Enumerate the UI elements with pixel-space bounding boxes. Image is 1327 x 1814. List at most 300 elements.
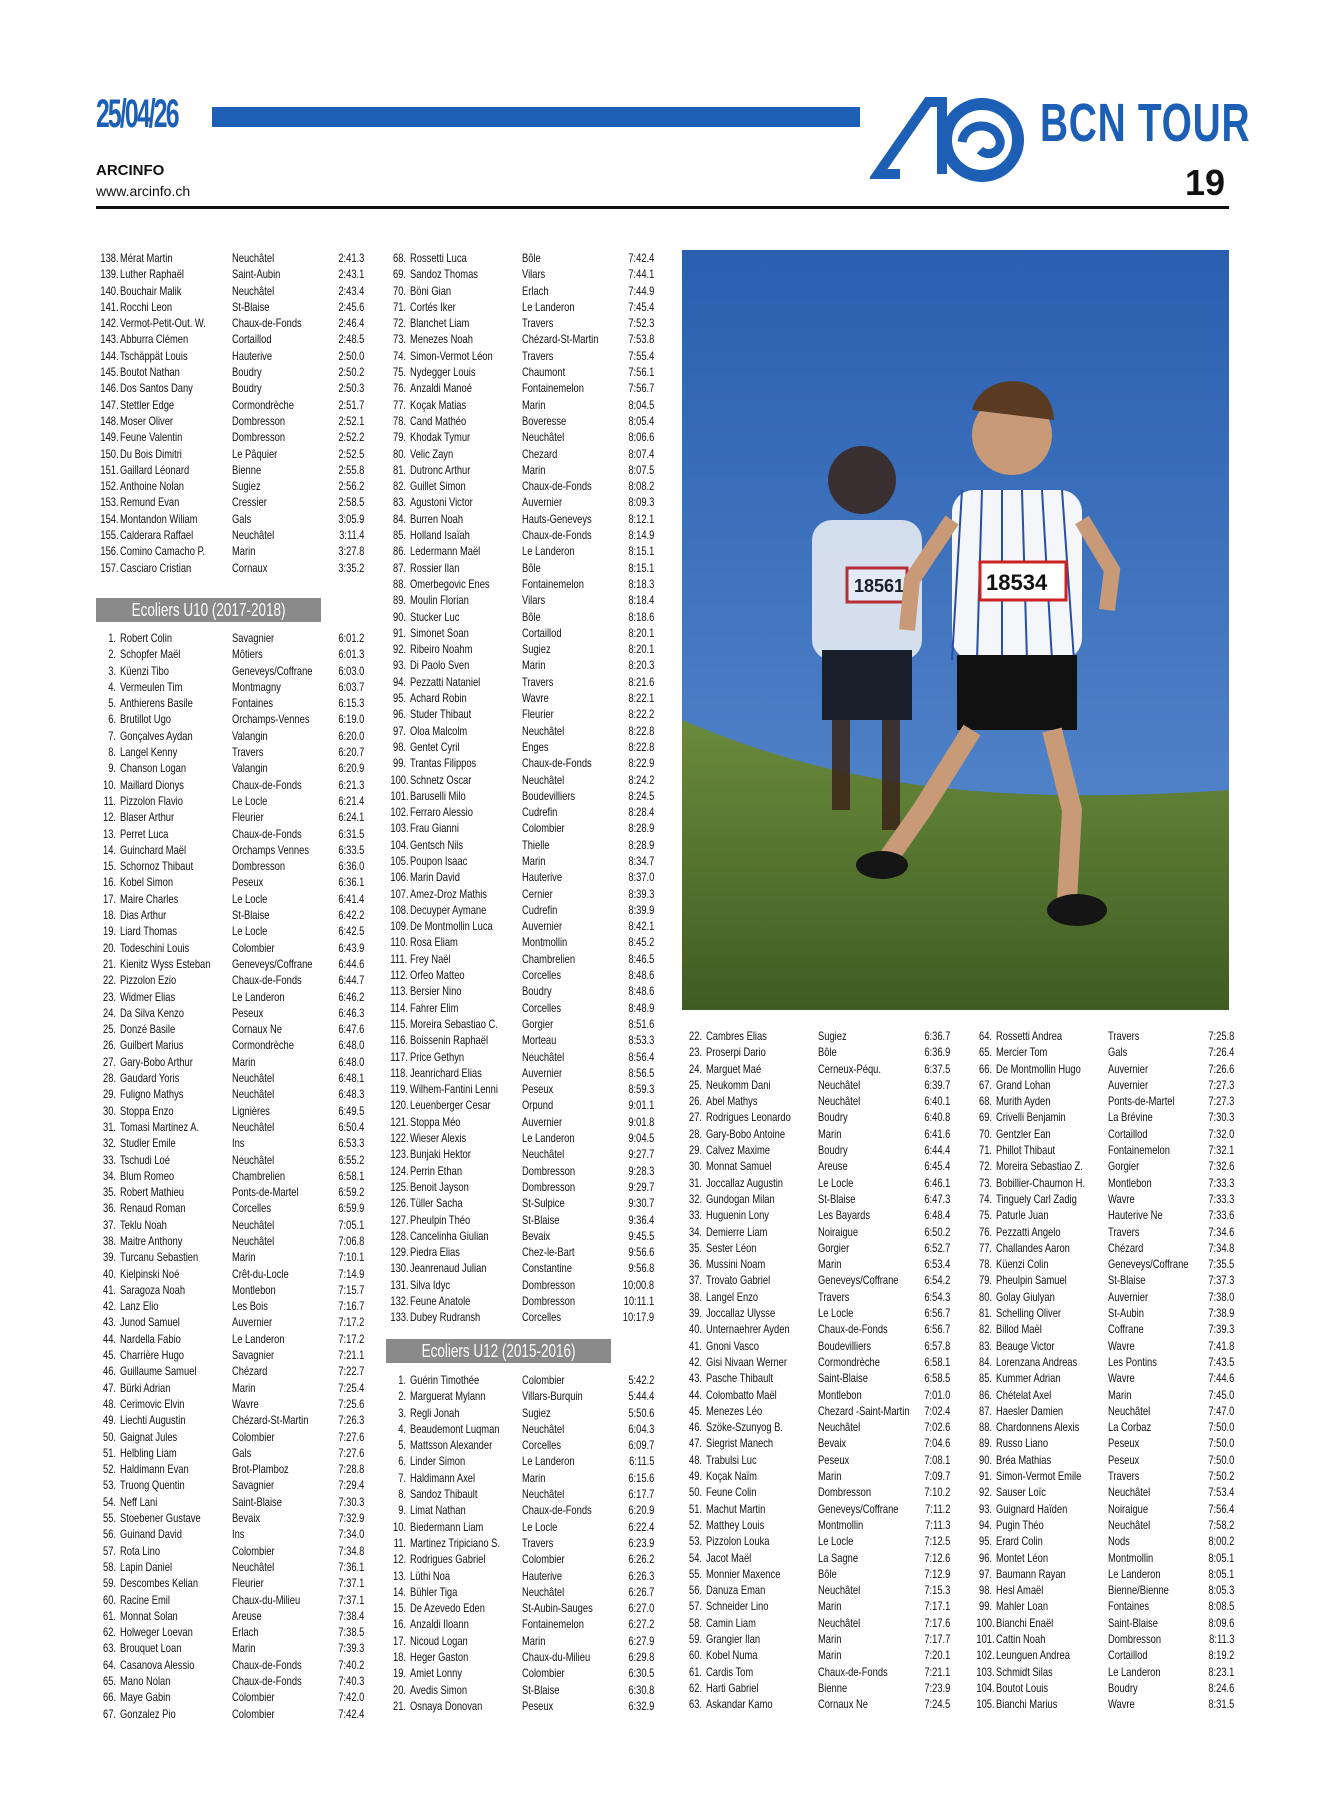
result-club: Travers <box>232 745 264 760</box>
result-row <box>682 1550 950 1566</box>
result-name: Danuza Eman <box>706 1583 766 1598</box>
result-name: Gundogan Milan <box>706 1191 775 1206</box>
result-row <box>386 1502 654 1518</box>
result-rank: 42. <box>102 1299 116 1314</box>
result-row <box>96 1380 364 1396</box>
result-rank: 93. <box>392 658 406 673</box>
result-club: Neuchâtel <box>232 1119 275 1134</box>
result-club: Cornaux Ne <box>232 1022 282 1037</box>
result-rank: 97. <box>978 1566 992 1581</box>
result-club: Môtiers <box>232 647 263 662</box>
result-club: Auvernier <box>522 919 563 934</box>
result-club: Neuchâtel <box>232 1071 275 1086</box>
result-row <box>96 560 364 576</box>
result-row <box>96 1429 364 1445</box>
result-rank: 113. <box>390 984 408 999</box>
result-rank: 15. <box>392 1601 406 1616</box>
result-row <box>386 1195 654 1211</box>
result-time: 6:58.1 <box>337 1168 364 1183</box>
result-rank: 29. <box>102 1087 116 1102</box>
result-club: Montmagny <box>232 679 281 694</box>
result-rank: 2. <box>398 1389 406 1404</box>
result-name: Martinez Tripiciano S. <box>410 1535 501 1550</box>
result-name: Maye Gabin <box>120 1690 171 1705</box>
result-time: 8:48.6 <box>627 984 654 999</box>
result-row <box>96 1624 364 1640</box>
result-name: Erard Colin <box>996 1534 1043 1549</box>
result-club: Montlebon <box>818 1387 862 1402</box>
result-time: 8:56.5 <box>627 1065 654 1080</box>
result-row <box>386 397 654 413</box>
result-row <box>682 1680 950 1696</box>
result-row <box>96 663 364 679</box>
result-club: Saint-Blaise <box>1108 1615 1158 1630</box>
result-name: Stettler Edge <box>120 397 175 412</box>
result-rank: 95. <box>392 691 406 706</box>
result-rank: 81. <box>392 462 406 477</box>
result-name: Brutillot Ugo <box>120 712 171 727</box>
result-rank: 56. <box>102 1527 116 1542</box>
result-time: 6:56.7 <box>923 1322 950 1337</box>
result-rank: 81. <box>978 1306 992 1321</box>
result-rank: 7. <box>108 728 116 743</box>
result-row <box>972 1387 1234 1403</box>
result-rank: 45. <box>102 1348 116 1363</box>
result-name: Cand Mathéo <box>410 413 467 428</box>
result-row <box>386 1421 654 1437</box>
result-club: Hauterive Ne <box>1108 1208 1163 1223</box>
result-rank: 101. <box>390 788 409 803</box>
result-name: Guérin Timothée <box>410 1373 480 1387</box>
result-name: Gisi Nivaan Werner <box>706 1354 787 1369</box>
result-row <box>96 1266 364 1282</box>
result-row <box>96 1559 364 1575</box>
result-name: Machut Martin <box>706 1501 766 1516</box>
result-time: 6:27.9 <box>627 1633 654 1648</box>
result-row <box>682 1370 950 1386</box>
result-rank: 154. <box>100 511 119 526</box>
result-name: Rodrigues Gabriel <box>410 1552 486 1567</box>
result-row <box>386 1535 654 1551</box>
result-club: Chaux-de-Fonds <box>522 528 592 543</box>
result-rank: 70. <box>978 1126 992 1141</box>
result-club: Lignières <box>232 1103 270 1118</box>
result-time: 7:32.9 <box>337 1511 364 1526</box>
result-time: 3:11.4 <box>338 528 364 543</box>
result-name: Stucker Luc <box>410 609 460 624</box>
result-name: Joccallaz Ulysse <box>706 1306 776 1321</box>
result-name: Gentzler Ean <box>996 1126 1051 1141</box>
result-name: Monnier Maxence <box>706 1566 781 1581</box>
result-name: Cancelinha Giulian <box>410 1228 489 1243</box>
result-time: 7:30.3 <box>337 1494 364 1509</box>
result-rank: 45. <box>688 1403 702 1418</box>
result-rank: 86. <box>392 544 406 559</box>
result-time: 8:22.8 <box>627 739 654 754</box>
result-rank: 108. <box>390 902 409 917</box>
result-rank: 82. <box>392 479 406 494</box>
result-club: Ins <box>232 1527 245 1542</box>
result-club: St-Blaise <box>522 1682 560 1697</box>
result-row <box>682 1435 950 1451</box>
result-time: 8:37.0 <box>627 870 654 885</box>
result-row <box>96 728 364 744</box>
result-row <box>682 1387 950 1403</box>
result-row <box>96 1070 364 1086</box>
result-rank: 19. <box>392 1666 406 1681</box>
result-club: Fontainemelon <box>1108 1143 1170 1158</box>
result-name: Fahrer Elim <box>410 1000 459 1015</box>
result-name: Moulin Florian <box>410 593 469 608</box>
result-club: Gals <box>232 511 252 526</box>
result-club: Wavre <box>1108 1697 1135 1712</box>
result-club: Cressier <box>232 495 267 510</box>
result-rank: 152. <box>100 479 119 494</box>
result-name: Nardella Fabio <box>120 1331 181 1346</box>
result-rank: 89. <box>392 593 406 608</box>
result-name: Studer Thibaut <box>410 707 472 722</box>
result-rank: 10. <box>392 1519 406 1534</box>
result-row <box>386 494 654 510</box>
result-time: 7:30.3 <box>1207 1110 1234 1125</box>
result-name: Kielpinski Noé <box>120 1266 180 1281</box>
result-name: Simon-Vermot Emile <box>996 1469 1082 1484</box>
result-name: Marguerat Mylann <box>410 1389 486 1404</box>
result-name: Proserpi Dario <box>706 1045 766 1060</box>
result-rank: 79. <box>392 430 406 445</box>
result-name: Guillet Simon <box>410 479 466 494</box>
result-name: Baumann Rayan <box>996 1566 1066 1581</box>
result-row <box>96 1412 364 1428</box>
result-name: Siegrist Manech <box>706 1436 774 1451</box>
result-club: Peseux <box>1108 1452 1140 1467</box>
result-club: Dombresson <box>232 413 286 428</box>
result-name: Jeanrenaud Julian <box>410 1261 487 1276</box>
result-name: Matthey Louis <box>706 1517 765 1532</box>
result-time: 3:35.2 <box>337 560 364 575</box>
result-rank: 133. <box>390 1310 409 1325</box>
result-club: Wavre <box>1108 1191 1135 1206</box>
result-time: 7:20.1 <box>923 1648 950 1663</box>
result-club: Sugiez <box>818 1029 847 1043</box>
result-time: 8:21.6 <box>627 674 654 689</box>
result-time: 7:37.1 <box>337 1592 364 1607</box>
result-club: Chaux-de-Fonds <box>522 756 592 771</box>
result-name: Donzé Basile <box>120 1022 176 1037</box>
result-time: 7:27.6 <box>337 1429 364 1444</box>
result-time: 7:06.8 <box>337 1233 364 1248</box>
result-club: Marin <box>1108 1387 1132 1402</box>
result-rank: 104. <box>390 837 409 852</box>
result-time: 9:28.3 <box>627 1163 654 1178</box>
result-row <box>682 1158 950 1174</box>
publication-url[interactable]: www.arcinfo.ch <box>96 183 191 199</box>
result-time: 8:14.9 <box>627 528 654 543</box>
result-club: St-Sulpice <box>522 1196 565 1211</box>
result-rank: 122. <box>390 1131 409 1146</box>
result-club: Chezard <box>522 446 558 461</box>
result-club: Savagnier <box>232 1478 275 1493</box>
result-name: Stoebener Gustave <box>120 1511 201 1526</box>
result-time: 9:01.1 <box>627 1098 654 1113</box>
result-row <box>972 1305 1234 1321</box>
result-row <box>96 397 364 413</box>
result-club: Colombier <box>232 1706 275 1721</box>
result-row <box>96 972 364 988</box>
result-time: 8:22.2 <box>627 707 654 722</box>
result-name: Schelling Oliver <box>996 1306 1062 1321</box>
result-rank: 87. <box>978 1403 992 1418</box>
result-club: Fontainemelon <box>522 576 584 591</box>
result-time: 6:04.3 <box>627 1421 654 1436</box>
result-time: 6:59.2 <box>337 1185 364 1200</box>
result-rank: 41. <box>102 1282 116 1297</box>
result-rank: 23. <box>102 989 116 1004</box>
result-row <box>96 348 364 364</box>
result-row <box>972 1142 1234 1158</box>
result-row <box>96 956 364 972</box>
result-row <box>96 543 364 559</box>
result-name: Boutot Nathan <box>120 365 180 380</box>
result-name: Ledermann Maël <box>410 544 481 559</box>
result-club: Neuchâtel <box>522 1584 565 1599</box>
result-club: Saint-Blaise <box>232 1494 282 1509</box>
result-time: 7:38.4 <box>337 1608 364 1623</box>
result-time: 6:54.2 <box>923 1273 950 1288</box>
result-name: De Montmollin Hugo <box>996 1061 1081 1076</box>
result-club: Cornaux Ne <box>818 1697 868 1712</box>
result-rank: 20. <box>102 940 116 955</box>
result-name: Fuligno Mathys <box>120 1087 184 1102</box>
result-name: Monnat Solan <box>120 1608 178 1623</box>
result-row <box>96 842 364 858</box>
result-club: Travers <box>522 674 554 689</box>
result-club: Neuchâtel <box>818 1420 861 1435</box>
result-rank: 114. <box>390 1000 408 1015</box>
result-time: 2:58.5 <box>337 495 364 510</box>
result-time: 3:27.8 <box>337 544 364 559</box>
result-club: Saint-Aubin <box>232 267 281 282</box>
result-name: Gary-Bobo Arthur <box>120 1054 193 1069</box>
result-club: Neuchâtel <box>522 1421 565 1436</box>
result-club: Auvernier <box>232 1315 273 1330</box>
result-name: Moser Oliver <box>120 413 174 428</box>
result-name: Feune Valentin <box>120 430 183 445</box>
result-club: Geneveys/Coffrane <box>818 1501 899 1516</box>
result-club: Ponts-de-Martel <box>232 1185 299 1200</box>
result-time: 6:03.0 <box>337 663 364 678</box>
result-rank: 112. <box>390 968 408 983</box>
result-name: Vermot-Petit-Out. W. <box>120 316 206 331</box>
result-name: Tschäppät Louis <box>120 348 188 363</box>
result-club: Marin <box>818 1631 842 1646</box>
result-club: Saint-Blaise <box>818 1371 868 1386</box>
result-name: Menezes Noah <box>410 332 473 347</box>
result-name: Huguenin Lony <box>706 1208 769 1223</box>
result-time: 7:02.4 <box>923 1403 950 1418</box>
result-club: Hauterive <box>232 348 273 363</box>
result-name: Anthoine Nolan <box>120 479 185 494</box>
results-column-2-u12 <box>386 1372 654 1714</box>
result-rank: 12. <box>392 1552 406 1567</box>
result-row <box>972 1370 1234 1386</box>
result-row <box>386 331 654 347</box>
result-rank: 64. <box>102 1657 116 1672</box>
result-time: 10:11.1 <box>623 1294 654 1308</box>
result-club: Le Locle <box>232 891 268 906</box>
result-name: Langel Kenny <box>120 745 178 760</box>
result-row <box>386 560 654 576</box>
result-name: Omerbegovic Enes <box>410 576 490 591</box>
result-time: 6:32.9 <box>627 1698 654 1713</box>
result-rank: 69. <box>978 1110 992 1125</box>
result-row <box>972 1582 1234 1598</box>
result-row <box>96 989 364 1005</box>
result-row <box>386 690 654 706</box>
result-row <box>386 788 654 804</box>
result-name: Neukomm Dani <box>706 1077 771 1092</box>
result-row <box>682 1289 950 1305</box>
result-row <box>972 1077 1234 1093</box>
result-club: Le Locle <box>232 793 268 808</box>
result-name: Trantas Filippos <box>410 756 477 771</box>
result-time: 7:08.1 <box>923 1452 950 1467</box>
result-rank: 57. <box>688 1599 702 1614</box>
result-name: Holland Isaïah <box>410 528 470 543</box>
result-club: Dombresson <box>522 1179 576 1194</box>
result-name: Bürki Adrian <box>120 1380 171 1395</box>
result-club: Le Pâquier <box>232 446 278 461</box>
result-row <box>96 1200 364 1216</box>
result-club: Boveresse <box>522 413 567 428</box>
result-time: 7:33.6 <box>1207 1208 1234 1223</box>
result-row <box>972 1240 1234 1256</box>
category-header-u10: Ecoliers U10 (2017-2018) <box>96 598 321 622</box>
result-rank: 143. <box>100 332 119 347</box>
result-row <box>972 1452 1234 1468</box>
result-club: Auvernier <box>522 1065 563 1080</box>
result-time: 6:20.0 <box>337 728 364 743</box>
result-name: Renaud Roman <box>120 1201 186 1216</box>
result-name: Teklu Noah <box>120 1217 167 1232</box>
result-time: 6:22.4 <box>627 1519 654 1534</box>
result-time: 6:36.9 <box>923 1045 950 1060</box>
result-rank: 50. <box>102 1429 116 1444</box>
result-club: Marin <box>818 1469 842 1484</box>
result-time: 10:17.9 <box>622 1310 654 1325</box>
result-club: Colombier <box>232 1429 275 1444</box>
result-club: Ponts-de-Martel <box>1108 1094 1175 1109</box>
result-name: Oloa Malcolm <box>410 723 468 738</box>
result-name: Wieser Alexis <box>410 1131 467 1146</box>
result-time: 7:12.5 <box>923 1534 950 1549</box>
result-row <box>972 1289 1234 1305</box>
result-club: Marin <box>232 1380 256 1395</box>
result-name: Perrin Ethan <box>410 1163 463 1178</box>
result-rank: 51. <box>688 1501 702 1516</box>
result-club: Travers <box>1108 1224 1140 1239</box>
result-time: 9:30.7 <box>627 1196 654 1211</box>
result-rank: 35. <box>688 1240 702 1255</box>
result-time: 7:32.6 <box>1207 1159 1234 1174</box>
result-club: Colombier <box>522 1666 565 1681</box>
result-time: 6:33.5 <box>337 842 364 857</box>
result-rank: 101. <box>976 1631 995 1646</box>
result-time: 6:36.0 <box>337 859 364 874</box>
result-time: 2:43.1 <box>337 267 364 282</box>
result-name: Robert Mathieu <box>120 1185 184 1200</box>
result-time: 7:33.3 <box>1207 1175 1234 1190</box>
result-row <box>386 315 654 331</box>
result-club: Bevaix <box>818 1436 847 1451</box>
result-rank: 98. <box>978 1583 992 1598</box>
result-rank: 94. <box>392 674 406 689</box>
result-row <box>96 777 364 793</box>
result-club: Hauterive <box>522 1568 563 1583</box>
result-rank: 56. <box>688 1583 702 1598</box>
result-rank: 128. <box>390 1228 409 1243</box>
result-rank: 38. <box>102 1233 116 1248</box>
result-club: Peseux <box>232 875 264 890</box>
result-rank: 36. <box>102 1201 116 1216</box>
result-club: Chaux-du-Milieu <box>522 1650 591 1665</box>
result-rank: 73. <box>392 332 406 347</box>
result-rank: 28. <box>688 1126 702 1141</box>
result-name: Mercier Tom <box>996 1045 1048 1060</box>
result-rank: 37. <box>688 1273 702 1288</box>
result-time: 2:50.3 <box>337 381 364 396</box>
result-row <box>386 1016 654 1032</box>
result-rank: 141. <box>100 299 119 314</box>
result-row <box>972 1061 1234 1077</box>
result-row <box>682 1109 950 1125</box>
result-row <box>96 462 364 478</box>
page-number: 19 <box>1184 162 1225 203</box>
result-name: Billod Maël <box>996 1322 1042 1337</box>
result-time: 2:50.0 <box>337 348 364 363</box>
result-row <box>386 1212 654 1228</box>
result-rank: 74. <box>978 1191 992 1206</box>
result-club: Colombier <box>232 940 275 955</box>
result-name: Bianchi Marius <box>996 1697 1058 1712</box>
result-time: 2:41.3 <box>337 251 364 265</box>
result-club: Neuchâtel <box>818 1094 861 1109</box>
result-club: Auvernier <box>522 1114 563 1129</box>
result-name: Montet Léon <box>996 1550 1049 1565</box>
result-rank: 39. <box>688 1306 702 1321</box>
result-rank: 40. <box>688 1322 702 1337</box>
result-name: Wilhem-Fantini Lenni <box>410 1082 498 1097</box>
result-row <box>386 1114 654 1130</box>
result-club: Areuse <box>818 1159 848 1174</box>
result-club: Bôle <box>818 1566 837 1581</box>
result-row <box>96 695 364 711</box>
result-row <box>96 1689 364 1705</box>
result-time: 6:09.7 <box>627 1438 654 1453</box>
result-rank: 71. <box>978 1143 992 1158</box>
result-time: 7:23.9 <box>923 1680 950 1695</box>
result-name: Robert Colin <box>120 631 173 645</box>
result-time: 7:26.4 <box>1207 1045 1234 1060</box>
result-club: Chezard -Saint-Martin <box>818 1403 910 1418</box>
result-row <box>386 1665 654 1681</box>
result-name: Küenzi Tibo <box>120 663 169 678</box>
result-club: Bôle <box>522 251 541 265</box>
result-row <box>682 1598 950 1614</box>
result-name: Brouquet Loan <box>120 1641 182 1656</box>
result-club: Marin <box>522 397 546 412</box>
bib-number-left: 18561 <box>854 576 905 596</box>
